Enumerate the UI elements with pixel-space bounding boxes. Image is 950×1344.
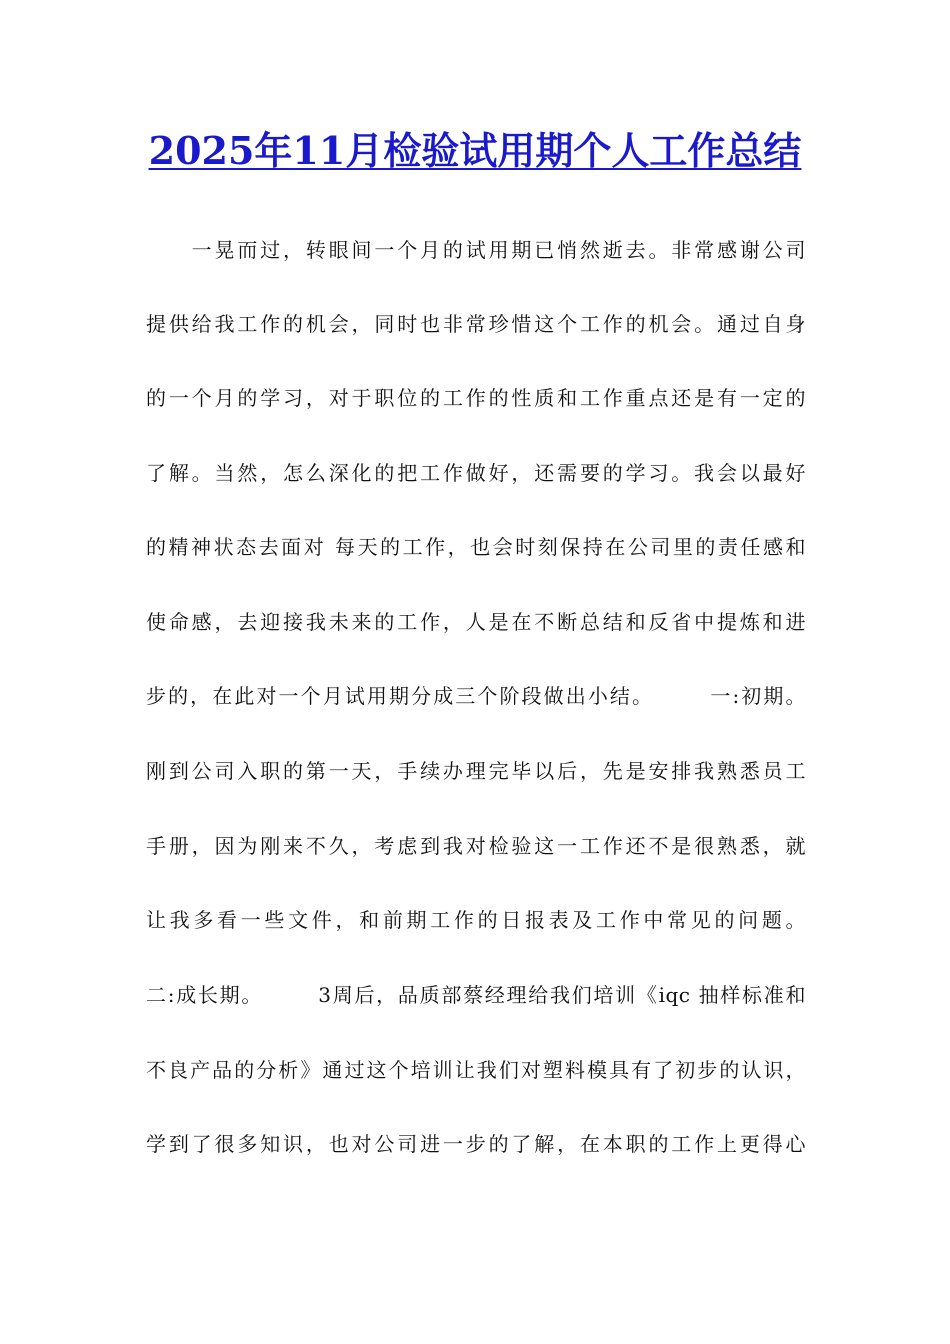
body-line: 使命感，去迎接我未来的工作，人是在不断总结和反省中提炼和进 [146, 610, 806, 634]
body-line: 了解。当然，怎么深化的把工作做好，还需要的学习。我会以最好 [146, 461, 806, 485]
document-title[interactable] [140, 126, 810, 176]
body-line: 不良产品的分析》通过这个培训让我们对塑料模具有了初步的认识， [146, 1058, 806, 1082]
document-title-link[interactable]: 2025年11月检验试用期个人工作总结 [148, 128, 802, 173]
body-line: 刚到公司入职的第一天，手续办理完毕以后，先是安排我熟悉员工 [146, 759, 806, 783]
body-line: 二:成长期。 3周后，品质部蔡经理给我们培训《iqc 抽样标准和 [146, 983, 806, 1007]
body-line: 学到了很多知识，也对公司进一步的了解，在本职的工作上更得心 [146, 1132, 806, 1156]
body-line: 的一个月的学习，对于职位的工作的性质和工作重点还是有一定的 [146, 386, 806, 410]
body-line: 步的，在此对一个月试用期分成三个阶段做出小结。 一:初期。 [146, 684, 806, 708]
body-line: 一晃而过，转眼间一个月的试用期已悄然逝去。非常感谢公司 [146, 238, 806, 262]
body-line: 提供给我工作的机会，同时也非常珍惜这个工作的机会。通过自身 [146, 312, 806, 336]
body-line: 手册，因为刚来不久，考虑到我对检验这一工作还不是很熟悉，就 [146, 834, 806, 858]
body-line: 的精神状态去面对 每天的工作，也会时刻保持在公司里的责任感和 [146, 535, 806, 559]
body-line: 让我多看一些文件，和前期工作的日报表及工作中常见的问题。 [146, 908, 806, 932]
